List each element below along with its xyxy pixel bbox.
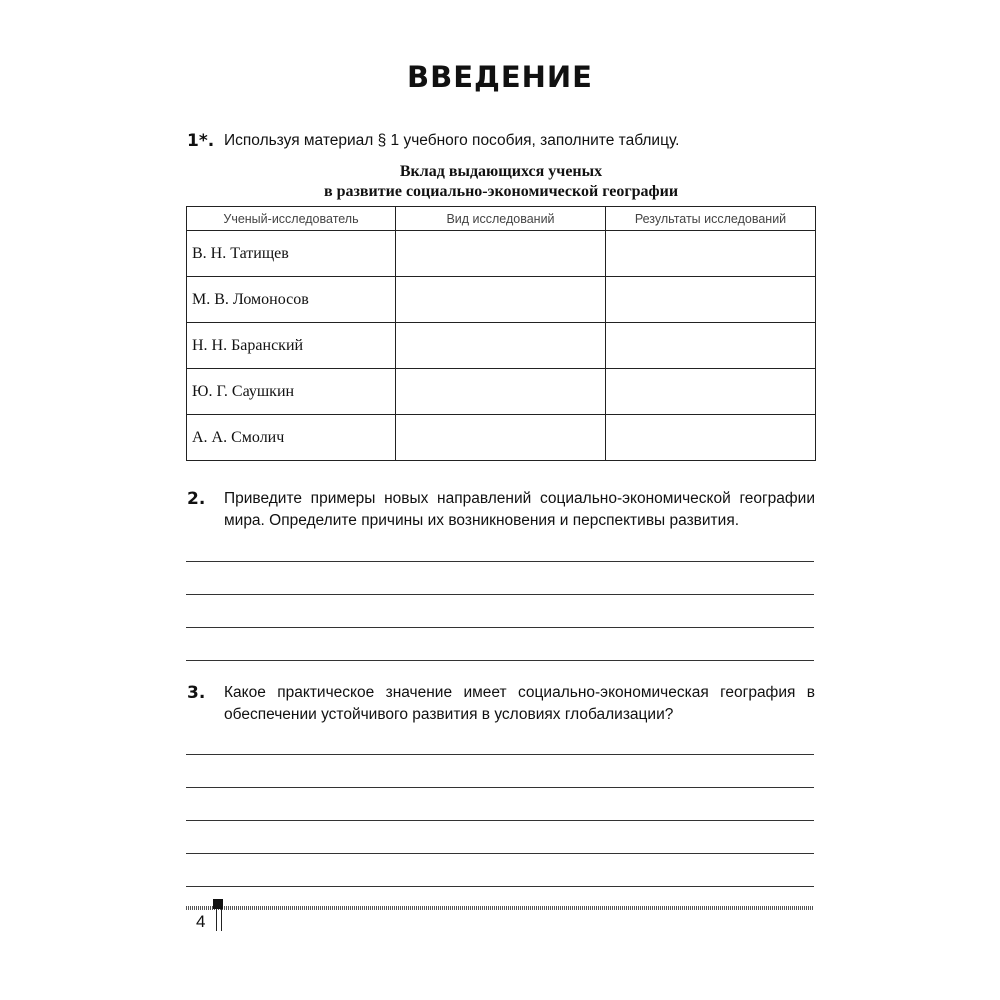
- research-type-cell[interactable]: [396, 231, 606, 277]
- research-type-cell[interactable]: [396, 277, 606, 323]
- task-3-text: Какое практическое значение имеет социально-экономическая география в обеспечении устойчивого развития в условиях глобализации?: [224, 684, 815, 723]
- answer-line[interactable]: [186, 660, 814, 661]
- answer-line[interactable]: [186, 627, 814, 628]
- table-caption-line-2: в развитие социально-экономической географии: [323, 183, 679, 200]
- page-title: ВВЕДЕНИЕ: [406, 60, 593, 94]
- page-number: 4: [196, 912, 206, 931]
- answer-line[interactable]: [186, 594, 814, 595]
- footer-square-icon: [213, 899, 223, 909]
- research-type-cell[interactable]: [396, 415, 606, 461]
- scientists-table: [186, 206, 816, 461]
- scientist-name: М. В. Ломоносов: [187, 277, 396, 323]
- task-3-number: 3.: [187, 683, 206, 703]
- research-results-cell[interactable]: [606, 369, 816, 415]
- table-row: [187, 277, 816, 323]
- task-2-number: 2.: [187, 489, 206, 509]
- table-row: [187, 323, 816, 369]
- research-type-cell[interactable]: [396, 323, 606, 369]
- task-1-text: Используя материал § 1 учебного пособия, заполните таблицу.: [224, 132, 680, 149]
- header-scientist: Ученый-исследователь: [187, 207, 396, 231]
- table-row: [187, 369, 816, 415]
- scientist-name: А. А. Смолич: [187, 415, 396, 461]
- research-results-cell[interactable]: [606, 277, 816, 323]
- answer-line[interactable]: [186, 820, 814, 821]
- header-research-type: Вид исследований: [396, 207, 606, 231]
- task-2-text: Приведите примеры новых направлений социально-экономической географии мира. Определите причины их возникновения и перспективы развития.: [224, 490, 815, 529]
- header-research-results: Результаты исследований: [606, 207, 816, 231]
- research-results-cell[interactable]: [606, 231, 816, 277]
- research-results-cell[interactable]: [606, 323, 816, 369]
- footer-rule: [186, 906, 814, 910]
- table-caption-line-1: Вклад выдающихся ученых: [399, 163, 603, 180]
- table-header-row: [187, 207, 816, 231]
- scientist-name: Н. Н. Баранский: [187, 323, 396, 369]
- answer-line[interactable]: [186, 886, 814, 887]
- answer-line[interactable]: [186, 754, 814, 755]
- research-type-cell[interactable]: [396, 369, 606, 415]
- answer-line[interactable]: [186, 853, 814, 854]
- task-2: [187, 488, 815, 532]
- research-results-cell[interactable]: [606, 415, 816, 461]
- task-1-number: 1*.: [187, 131, 215, 151]
- table-row: [187, 231, 816, 277]
- answer-line[interactable]: [186, 787, 814, 788]
- scientist-name: В. Н. Татищев: [187, 231, 396, 277]
- footer-post-decoration: [216, 909, 222, 931]
- scientist-name: Ю. Г. Саушкин: [187, 369, 396, 415]
- task-1: [187, 130, 815, 152]
- table-row: [187, 415, 816, 461]
- task-3: [187, 682, 815, 726]
- answer-line[interactable]: [186, 561, 814, 562]
- table-caption: [187, 162, 815, 202]
